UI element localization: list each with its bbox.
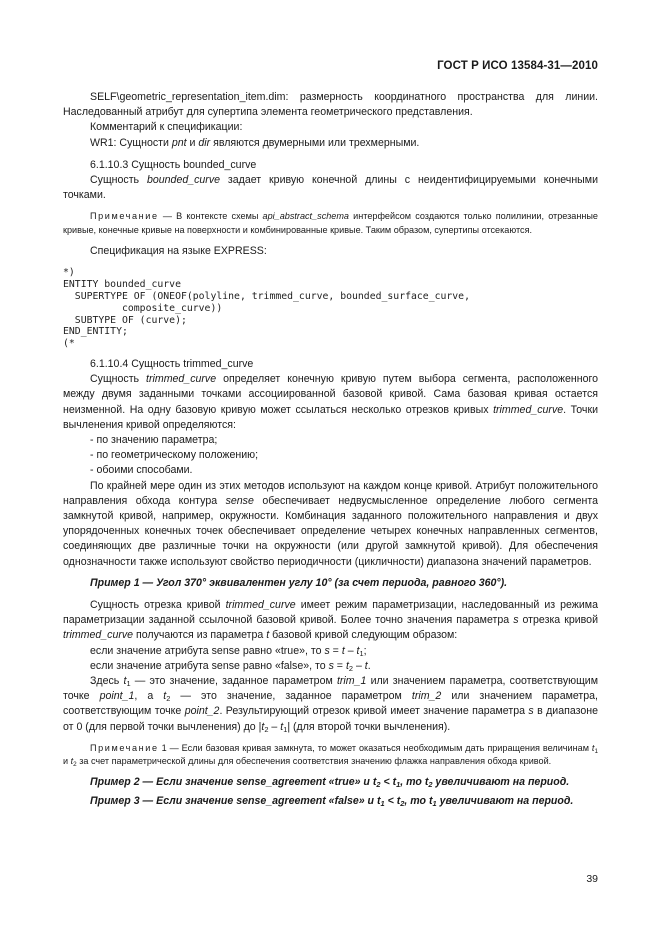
standard-header: ГОСТ Р ИСО 13584-31—2010 xyxy=(437,60,598,72)
paragraph-wr1: WR1: Сущности pnt и dir являются двумерными или трехмерными. xyxy=(90,136,420,149)
example-1: Пример 1 — Угол 370° эквивалентен углу 10° (за счет периода, равного 360°). xyxy=(90,576,508,589)
paragraph-trimmed-curve: Сущность trimmed_curve определяет конечную кривую путем выбора сегмента, расположенного между двумя заданными точками ассоциированной базовой кривой. Сама базовая кривая остается неизменной. На одну базовую кривую может ссылаться несколько отрезков кривых trimmed_curve. Точки вычленения кривой определяются: xyxy=(63,373,599,431)
list-item: - обоими способами. xyxy=(90,464,193,477)
condition-true: если значение атрибута sense равно «true», то $s = t - t_1$; xyxy=(90,644,367,658)
document-body xyxy=(63,90,598,809)
page-number: 39 xyxy=(586,873,598,885)
note-closed-curve: Примечание 1 — Если базовая кривая замкнута, то может оказаться необходимым дать приращения величинам $t_1$ и $t_2$ за счет параметрической длины для обеспечения соответствия значению флажка направления обхода кривой. xyxy=(63,742,598,769)
list-item: - по значению параметра; xyxy=(90,434,218,447)
example-3: Пример 3 — Если значение sense_agreement «false» и $t_1 < t_2$, то $t_1$ увеличивают на период. xyxy=(90,794,574,808)
section-heading-trimmed-curve: 6.1.10.4 Сущность trimmed_curve xyxy=(90,358,254,371)
paragraph-dim: SELF\geometric_representation_item.dim: размерность координатного пространства для линии. Наследованный атрибут для супертипа элемента геометрического представления. xyxy=(63,91,598,119)
condition-false: если значение атрибута sense равно «false», то $s = t_2 - t$. xyxy=(90,659,371,673)
paragraph-parametrization: Сущность отрезка кривой trimmed_curve имеет режим параметризации, наследованный из режима параметризации заданной ссылочной базовой кривой. Более точно значения параметра s отрезка кривой trimmed_curve получаются из параметра t базовой кривой следующим образом: xyxy=(63,599,598,642)
paragraph-sense: По крайней мере один из этих методов используют на каждом конце кривой. Атрибут положительного направления обхода контура sense обеспечивает недвусмысленное определение любого сегмента замкнутой кривой, например, окружности. Комбинация заданного положительного направления и двух упорядоченных конечных точек обеспечивает определение четырех конечных направленных сегментов, соединяющих две различные точки на окружности (или другой замкнутой кривой). Для обеспечения однозначности также используют свойство периодичности (цикличности) диапазона значений параметров. xyxy=(63,479,598,568)
paragraph-express-spec: Спецификация на языке EXPRESS: xyxy=(90,245,267,258)
section-heading-bounded-curve: 6.1.10.3 Сущность bounded_curve xyxy=(90,158,257,171)
paragraph-spec-comment: Комментарий к спецификации: xyxy=(90,121,243,134)
list-item: - по геометрическому положению; xyxy=(90,449,259,462)
example-2: Пример 2 — Если значение sense_agreement «true» и $t_2 < t_1$, то $t_2$ увеличивают на период. xyxy=(90,775,570,789)
note-bounded-curve: Примечание — В контексте схемы api_abstract_schema интерфейсом создаются только полилинии, отрезанные кривые, конечные кривые на поверхности и комбинированные кривые. Таким образом, супертипы отсекаются. xyxy=(63,211,598,235)
paragraph-t1-t2: Здесь $t_1$ — это значение, заданное параметром trim_1 или значением параметра, соответствующим точке point_1, а $t_2$ — это значение, заданное параметром trim_2 или значением параметра, соответствующим точке point_2. Результирующий отрезок кривой имеет значение параметра s в диапазоне от 0 (для первой точки вычленения) до $|t_2 - t_1|$ (для второй точки вычленения). xyxy=(63,675,599,734)
express-code-block: *) ENTITY bounded_curve SUPERTYPE OF (ONEOF(polyline, trimmed_curve, bounded_surface_curve, composite_curve)) SUBTYPE OF (curve); END_ENTITY; (* xyxy=(63,267,470,350)
paragraph-bounded-curve: Сущность bounded_curve задает кривую конечной длины с неидентифицируемыми конечными точками. xyxy=(63,174,598,202)
